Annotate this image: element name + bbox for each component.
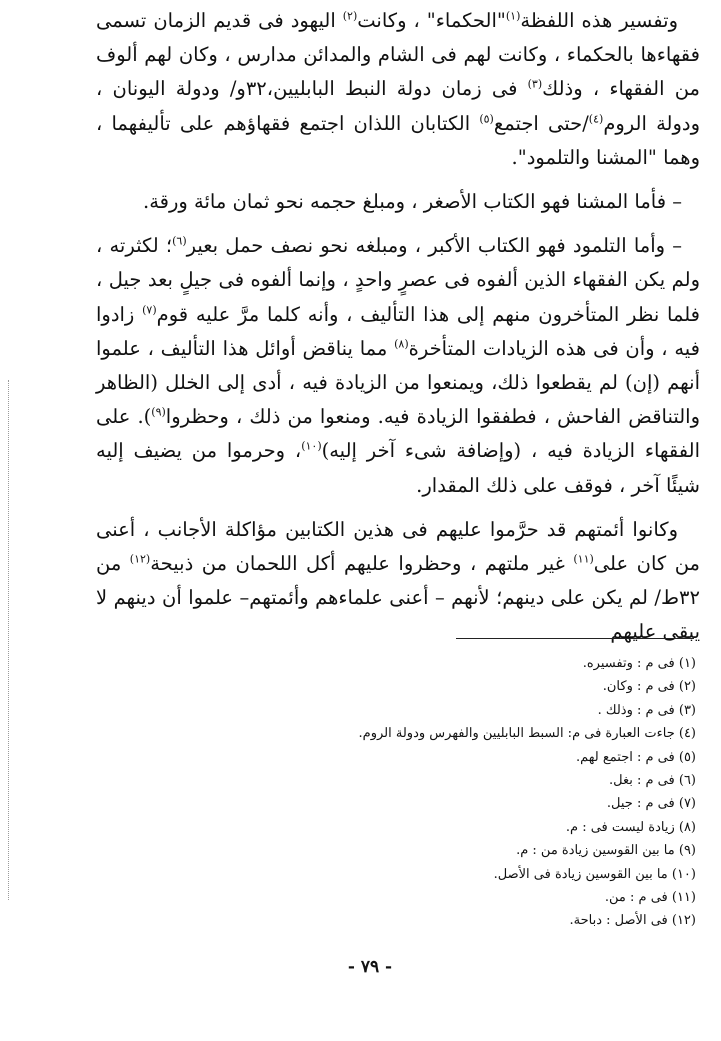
footnote: (١٢) فى الأصل : دباحة. [569,913,696,929]
text-run: فى زمان دولة النبط البابليين،٣٢و/ ودولة اليونان ، ودولة الروم [96,77,701,135]
footnote: (٢) فى م : وكان. [602,679,696,695]
paragraph-3 [96,229,700,503]
footnote-ref: (٧) [142,303,157,317]
text-run: – وأما التلمود فهو الكتاب الأكبر ، ومبلغه نحو نصف حمل بعير [186,234,682,258]
text-run: ؛ لكثرته ، ولم يكن الفقهاء الذين ألفوه فى عصرٍ واحدٍ ، وإنما ألفوه فى جيلٍ بعد جيل ، فلما نظر المتأخرون منهم إلى هذا التأليف ، وأنه كلما مرَّ عليه قوم [96,234,700,326]
footnote-ref: (١٠) [301,439,322,453]
footnote: (٤) جاءت العبارة فى م: السبط البابليين والفهرس ودولة الروم. [358,726,696,742]
text-run: /حتى اجتمع [493,111,589,135]
footnote-ref: (٢) [342,9,358,23]
text-run: "الحكماء" ، وكانت [357,9,506,32]
footnote-ref: (٤) [588,112,604,126]
footnote: (١) فى م : وتفسيره. [582,656,696,671]
text-run: ، وحرموا من يضيف إليه شيئًا آخر ، فوقف على ذلك المقدار. [96,439,700,497]
text-run: مما يناقض أوائل هذا التأليف ، علموا أنهم (إن) لم يقطعوا ذلك، ويمنعوا من الزيادة فيه ، أدى إلى الخلل (الظاهر والتناقض الفاحش ، فطفقوا الزيادة فيه. ومنعوا من ذلك ، وحظروا [96,336,701,429]
text-run: اليهود فى قديم الزمان تسمى فقهاءها بالحكماء ، وكانت لهم فى الشام والمدائن مدارس ، وكان لهم ألوف من الفقهاء ، وذلك [96,9,701,101]
footnote-ref: (٦) [172,234,187,248]
text-run: وتفسير هذه اللفظة [520,9,678,32]
footnote-ref: (٨) [394,337,409,351]
text-run: وكانوا أئمتهم قد حرَّموا عليهم فى هذين الكتابين مؤاكلة الأجانب ، أعنى من كان على [96,517,700,576]
footnote: (٧) فى م : جيل. [606,796,696,812]
footnote-separator [456,638,694,639]
footnote: (٣) فى م : وذلك . [597,702,696,718]
text-run: ). على الفقهاء الزيادة فيه ، (وإضافة شىء آخر إليه) [96,405,701,463]
paragraph-1 [96,4,700,175]
page-number: - ٧٩ - [347,957,393,977]
footnote-ref: (٥) [479,112,494,126]
footnote: (٩) ما بين القوسين زيادة من : م. [516,843,696,859]
paragraph-4 [96,513,700,650]
footnotes-list [160,652,696,933]
margin-dotted-rule [8,380,10,900]
text-run: زادوا فيه ، وأن فى هذه الزيادات المتأخرة [96,302,701,360]
text-run: من ٣٢ط/ لم يكن على دينهم؛ لأنهم – أعنى علماءهم وأئمتهم– علموا أن دينهم لا يبقى عليهم [96,552,700,644]
footnote-ref: (٩) [151,405,166,419]
footnote: (١٠) ما بين القوسين زيادة فى الأصل. [493,866,696,882]
footnote: (٨) زيادة ليست فى : م. [565,819,696,835]
footnote-ref: (١٢) [129,552,151,566]
footnote: (٦) فى م : بغل. [608,773,696,789]
footnote-ref: (١) [505,9,521,23]
footnote-ref: (٣) [527,77,543,91]
main-text [96,4,700,660]
footnote: (٥) فى م : اجتمع لهم. [575,749,696,765]
text-run: – فأما المشنا فهو الكتاب الأصغر ، ومبلغ حجمه نحو ثمان مائة ورقة. [143,190,682,214]
footnote-ref: (١١) [573,552,594,566]
footnote: (١١) فى م : من. [604,890,696,906]
paragraph-2 [96,185,700,219]
text-run: غير ملتهم ، وحظروا عليهم أكل اللحمان من ذبيحة [150,552,574,576]
text-run: الكتابان اللذان اجتمع فقهاؤهم على تأليفهما ، وهما "المشنا والتلمود". [96,111,700,169]
